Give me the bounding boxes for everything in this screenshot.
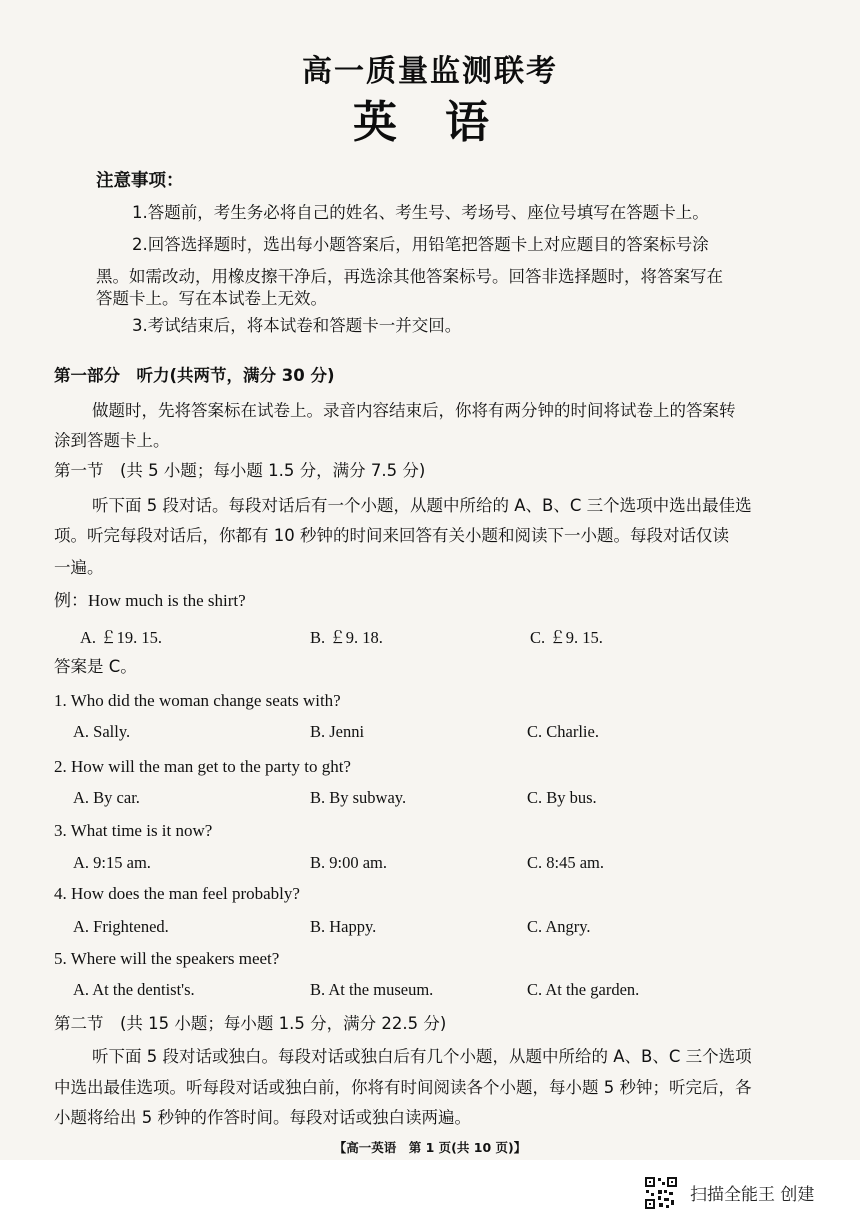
example-option-c: C. ￡9. 15.	[530, 628, 603, 647]
example-option-a: A. ￡19. 15.	[80, 628, 163, 647]
notice-item-2: 2.回答选择题时，选出每小题答案后，用铅笔把答题卡上对应题目的答案标号涂	[132, 235, 709, 254]
q1-option-a: A. Sally.	[73, 722, 131, 741]
page-footer: 【高一英语 第 1 页(共 10 页)】	[333, 1140, 527, 1155]
q5-option-b: B. At the museum.	[310, 980, 434, 999]
question-1: 1. Who did the woman change seats with?	[54, 691, 341, 710]
question-5: 5. Where will the speakers meet?	[54, 949, 280, 968]
q1-option-c: C. Charlie.	[527, 722, 599, 741]
example-question: 例：How much is the shirt?	[54, 591, 246, 610]
q5-option-a: A. At the dentist's.	[73, 980, 195, 999]
section1-text-2: 项。听完每段对话后，你都有 10 秒钟的时间来回答有关小题和阅读下一小题。每段对话仅读	[54, 526, 729, 545]
part1-heading: 第一部分 听力(共两节，满分 30 分)	[54, 366, 335, 385]
example-answer: 答案是 C。	[54, 657, 137, 676]
part1-intro-1: 做题时，先将答案标在试卷上。录音内容结束后，你将有两分钟的时间将试卷上的答案转	[92, 401, 736, 420]
qr-code-icon	[644, 1176, 678, 1210]
section1-heading: 第一节 (共 5 小题；每小题 1.5 分，满分 7.5 分)	[54, 461, 426, 480]
notice-item-2-cont: 黑。如需改动，用橡皮擦干净后，再选涂其他答案标号。回答非选择题时，将答案写在	[96, 267, 723, 286]
q2-option-a: A. By car.	[73, 788, 140, 807]
section1-text-1: 听下面 5 段对话。每段对话后有一个小题，从题中所给的 A、B、C 三个选项中选出最佳选	[92, 496, 752, 515]
notice-item-1: 1.答题前，考生务必将自己的姓名、考生号、考场号、座位号填写在答题卡上。	[132, 203, 709, 222]
notice-item-2-cont2: 答题卡上。写在本试卷上无效。	[96, 289, 327, 308]
section2-text-2: 中选出最佳选项。听每段对话或独白前，你将有时间阅读各个小题，每小题 5 秒钟；听完后，各	[54, 1078, 752, 1097]
q3-option-a: A. 9:15 am.	[73, 853, 151, 872]
q3-option-b: B. 9:00 am.	[310, 853, 387, 872]
q5-option-c: C. At the garden.	[527, 980, 640, 999]
q4-option-c: C. Angry.	[527, 917, 591, 936]
question-2: 2. How will the man get to the party to ght?	[54, 757, 351, 776]
q4-option-a: A. Frightened.	[73, 917, 169, 936]
example-option-b: B. ￡9. 18.	[310, 628, 383, 647]
q1-option-b: B. Jenni	[310, 722, 365, 741]
section2-text-1: 听下面 5 段对话或独白。每段对话或独白后有几个小题，从题中所给的 A、B、C 三个选项	[92, 1047, 752, 1066]
subject-title: 英语	[353, 97, 537, 148]
question-3: 3. What time is it now?	[54, 821, 213, 840]
notice-heading: 注意事项：	[96, 171, 184, 191]
q2-option-c: C. By bus.	[527, 788, 597, 807]
q2-option-b: B. By subway.	[310, 788, 407, 807]
scanner-app-label: 扫描全能王 创建	[690, 1185, 815, 1205]
exam-title: 高一质量监测联考	[302, 54, 558, 89]
q4-option-b: B. Happy.	[310, 917, 377, 936]
section2-text-3: 小题将给出 5 秒钟的作答时间。每段对话或独白读两遍。	[54, 1108, 471, 1127]
section2-heading: 第二节 (共 15 小题；每小题 1.5 分，满分 22.5 分)	[54, 1014, 447, 1033]
part1-intro-2: 涂到答题卡上。	[54, 431, 170, 450]
q3-option-c: C. 8:45 am.	[527, 853, 604, 872]
section1-text-3: 一遍。	[54, 558, 104, 577]
notice-item-3: 3.考试结束后，将本试卷和答题卡一并交回。	[132, 316, 462, 335]
question-4: 4. How does the man feel probably?	[54, 884, 300, 903]
